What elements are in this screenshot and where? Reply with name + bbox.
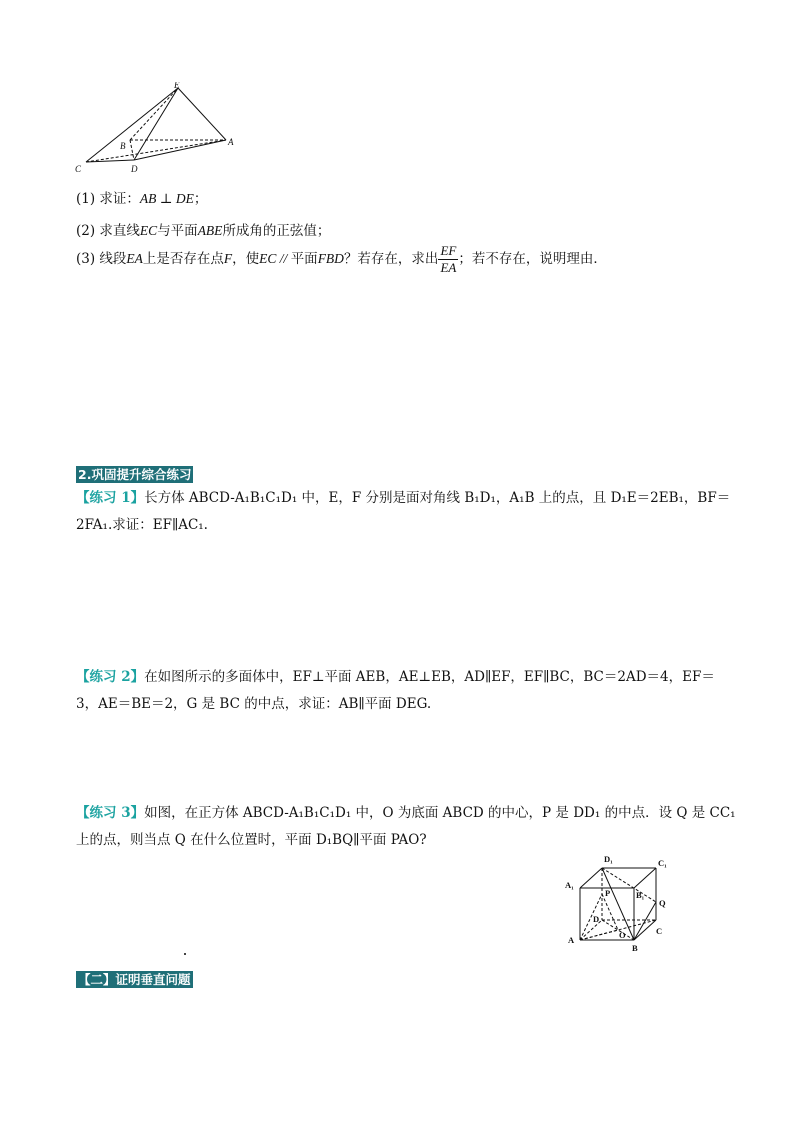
label-C: C: [75, 164, 82, 174]
label-Q: Q: [659, 898, 666, 908]
q2-m1: EC: [139, 223, 158, 238]
q3-m4: FBD: [317, 251, 344, 266]
q1-math: AB ⊥ DE: [139, 191, 194, 206]
q2-t3: 所成角的正弦值；: [222, 223, 331, 239]
exercise-3-line-1: [76, 801, 736, 821]
label-P: P: [605, 888, 611, 898]
q2-m2: ABE: [197, 223, 223, 238]
q1-end: ；: [193, 191, 208, 207]
exercise-2-text-2: 3，AE＝BE＝2，G 是 BC 的中点，求证：AB∥平面 DEG.: [76, 696, 432, 712]
q3-t4: 平面: [290, 251, 318, 267]
q3-t2: 上是否存在点: [142, 251, 224, 267]
section-2-banner: 2.巩固提升综合练习: [78, 467, 192, 482]
exercise-1-tag: 【练习 1】: [76, 490, 145, 506]
question-3: [76, 243, 607, 276]
label-A1: A₁: [565, 880, 574, 890]
label-B1: B₁: [636, 890, 645, 900]
q2-t1: 求直线: [99, 223, 140, 239]
exercise-1-line-1: [76, 486, 730, 506]
q3-frac-den: EA: [440, 260, 457, 275]
label-C: C: [656, 926, 663, 936]
exercise-3-tag: 【练习 3】: [76, 805, 145, 821]
exercise-2-tag: 【练习 2】: [76, 669, 145, 685]
pyramid-figure: [70, 82, 240, 177]
label-B: B: [632, 943, 638, 953]
exercise-2-text-1: 在如图所示的多面体中，EF⊥平面 AEB，AE⊥EB，AD∥EF，EF∥BC，BC＝2AD＝4，EF＝: [144, 669, 715, 685]
label-C1: C₁: [658, 858, 667, 868]
label-D: D: [131, 164, 138, 174]
q3-frac-num: EF: [440, 243, 457, 258]
q2-number: (2): [76, 223, 96, 239]
question-1: [76, 187, 207, 207]
label-E: E: [174, 82, 180, 90]
q3-t5: ？若存在，求出: [343, 251, 439, 267]
exercise-2-line-2: [76, 692, 431, 712]
q3-fraction: [438, 243, 458, 276]
label-A: A: [228, 137, 234, 147]
exercise-2-line-1: [76, 665, 715, 685]
exercise-1-text-1: 长方体 ABCD-A₁B₁C₁D₁ 中，E，F 分别是面对角线 B₁D₁，A₁B 上的点，且 D₁E＝2EB₁，BF＝: [144, 490, 731, 506]
label-O: O: [619, 930, 626, 940]
label-D1: D₁: [604, 854, 613, 864]
exercise-3-text-1: 如图，在正方体 ABCD-A₁B₁C₁D₁ 中，O 为底面 ABCD 的中心，P 是 DD₁ 的中点．设 Q 是 CC₁: [144, 805, 736, 821]
q3-t3: ，使: [232, 251, 260, 267]
q3-m3: EC //: [259, 251, 291, 266]
q3-m2: F: [223, 251, 233, 266]
q3-m1: EA: [126, 251, 143, 266]
exercise-3-line-2: [76, 828, 427, 848]
label-D: D: [593, 914, 600, 924]
exercise-1-line-2: [76, 513, 208, 533]
exercise-1-text-2: 2FA₁.求证：EF∥AC₁.: [76, 517, 208, 533]
stray-dot: [184, 953, 186, 955]
q3-t6: ；若不存在，说明理由．: [458, 251, 607, 267]
section-3-banner: 【二】证明垂直问题: [78, 972, 191, 987]
q1-text: 求证：: [99, 191, 140, 207]
label-B: B: [120, 141, 126, 151]
question-2: [76, 219, 330, 239]
q3-t1: 线段: [99, 251, 127, 267]
q1-number: (1): [76, 191, 96, 207]
cube-figure: [562, 852, 674, 957]
q2-t2: 与平面: [157, 223, 198, 239]
q3-number: (3): [76, 251, 96, 267]
exercise-3-text-2: 上的点，则当点 Q 在什么位置时，平面 D₁BQ∥平面 PAO?: [76, 832, 427, 848]
label-A: A: [568, 935, 575, 945]
